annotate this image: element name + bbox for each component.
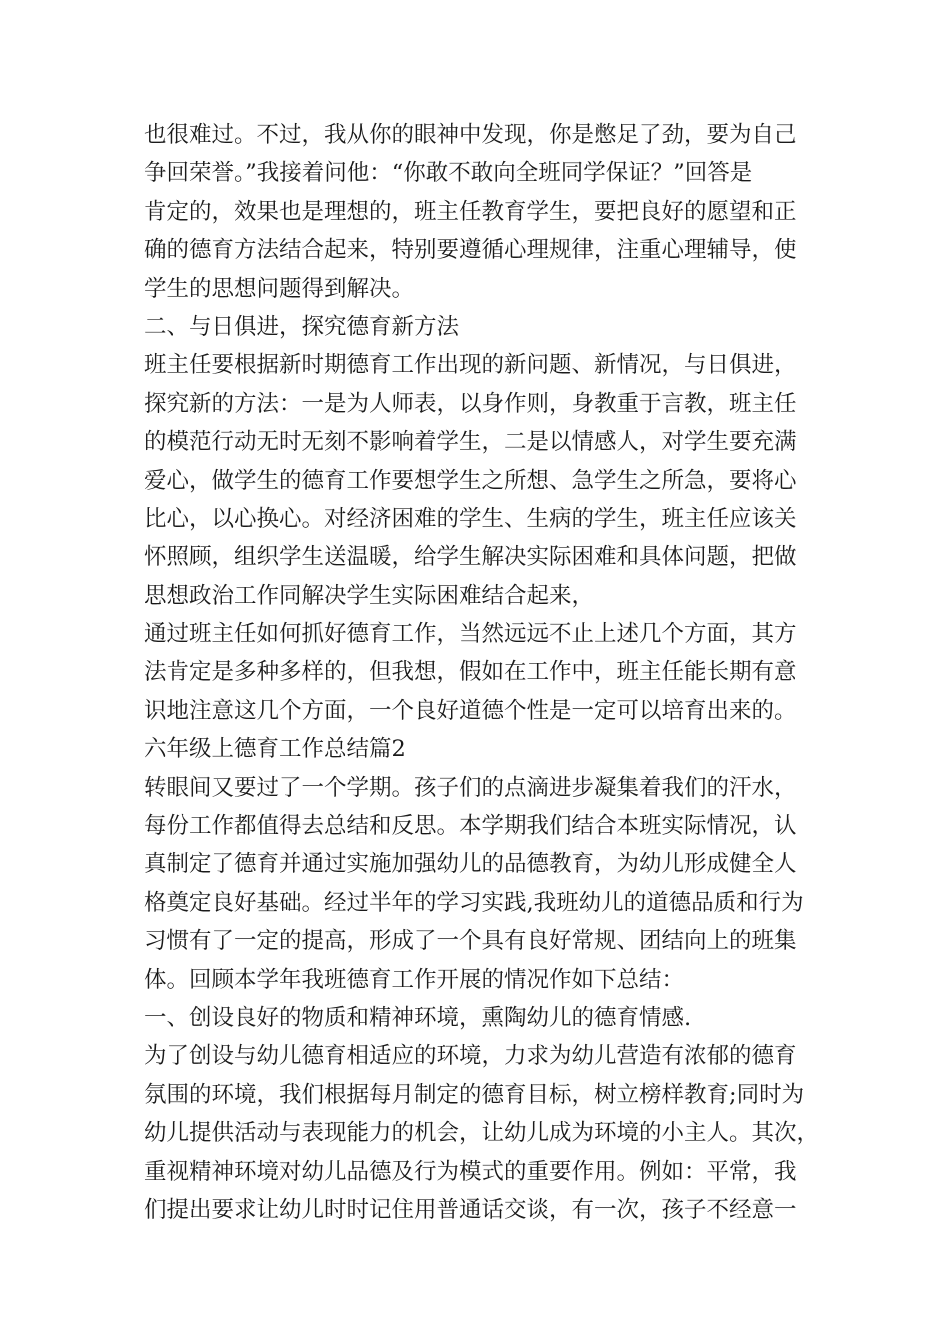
text-line: 们提出要求让幼儿时时记住用普通话交谈，有一次，孩子不经意一 (144, 1196, 797, 1223)
document-body (144, 116, 834, 1229)
text-line: 幼儿提供活动与表现能力的机会，让幼儿成为环境的小主人。其次， (144, 1120, 820, 1147)
text-line: 习惯有了一定的提高，形成了一个具有良好常规、团结向上的班集 (144, 928, 797, 955)
text-line: 真制定了德育并通过实施加强幼儿的品德教育，为幼儿形成健全人 (144, 851, 797, 878)
article-title: 六年级上德育工作总结篇2 (144, 736, 406, 763)
text-line: 识地注意这几个方面，一个良好道德个性是一定可以培育出来的。 (144, 697, 797, 724)
text-line: 探究新的方法：一是为人师表，以身作则，身教重于言教，班主任 (144, 390, 797, 417)
text-line: 思想政治工作同解决学生实际困难结合起来， (144, 582, 595, 609)
text-line: 为了创设与幼儿德育相适应的环境，力求为幼儿营造有浓郁的德育 (144, 1043, 797, 1070)
text-line: 每份工作都值得去总结和反思。本学期我们结合本班实际情况，认 (144, 813, 797, 840)
text-line: 体。回顾本学年我班德育工作开展的情况作如下总结： (144, 966, 685, 993)
text-line: 争回荣誉。”我接着问他：“你敢不敢向全班同学保证？”回答是 (144, 160, 753, 187)
text-line: 爱心，做学生的德育工作要想学生之所想、急学生之所急，要将心 (144, 467, 797, 494)
text-line: 班主任要根据新时期德育工作出现的新问题、新情况，与日俱进， (144, 352, 797, 379)
text-line: 的模范行动无时无刻不影响着学生，二是以情感人，对学生要充满 (144, 429, 797, 456)
text-line: 肯定的，效果也是理想的，班主任教育学生，要把良好的愿望和正 (144, 198, 797, 225)
text-line: 转眼间又要过了一个学期。孩子们的点滴进步凝集着我们的汗水， (144, 774, 797, 801)
text-line: 怀照顾，组织学生送温暖，给学生解决实际困难和具体问题，把做 (144, 544, 797, 571)
text-line: 通过班主任如何抓好德育工作，当然远远不止上述几个方面，其方 (144, 621, 797, 648)
text-line: 学生的思想问题得到解决。 (144, 275, 415, 302)
text-line: 确的德育方法结合起来，特别要遵循心理规律，注重心理辅导，使 (144, 237, 797, 264)
section-heading: 一、创设良好的物质和精神环境，熏陶幼儿的德育情感. (144, 1004, 692, 1031)
text-line: 法肯定是多种多样的，但我想，假如在工作中，班主任能长期有意 (144, 659, 797, 686)
section-heading: 二、与日俱进，探究德育新方法 (144, 313, 460, 340)
text-line: 比心，以心换心。对经济困难的学生、生病的学生，班主任应该关 (144, 505, 797, 532)
text-line: 重视精神环境对幼儿品德及行为模式的重要作用。例如：平常，我 (144, 1158, 797, 1185)
text-line: 氛围的环境，我们根据每月制定的德育目标，树立榜样教育;同时为 (144, 1081, 805, 1108)
text-line: 也很难过。不过，我从你的眼神中发现，你是憋足了劲，要为自己 (144, 122, 797, 148)
text-line: 格奠定良好基础。经过半年的学习实践,我班幼儿的道德品质和行为 (144, 889, 804, 916)
